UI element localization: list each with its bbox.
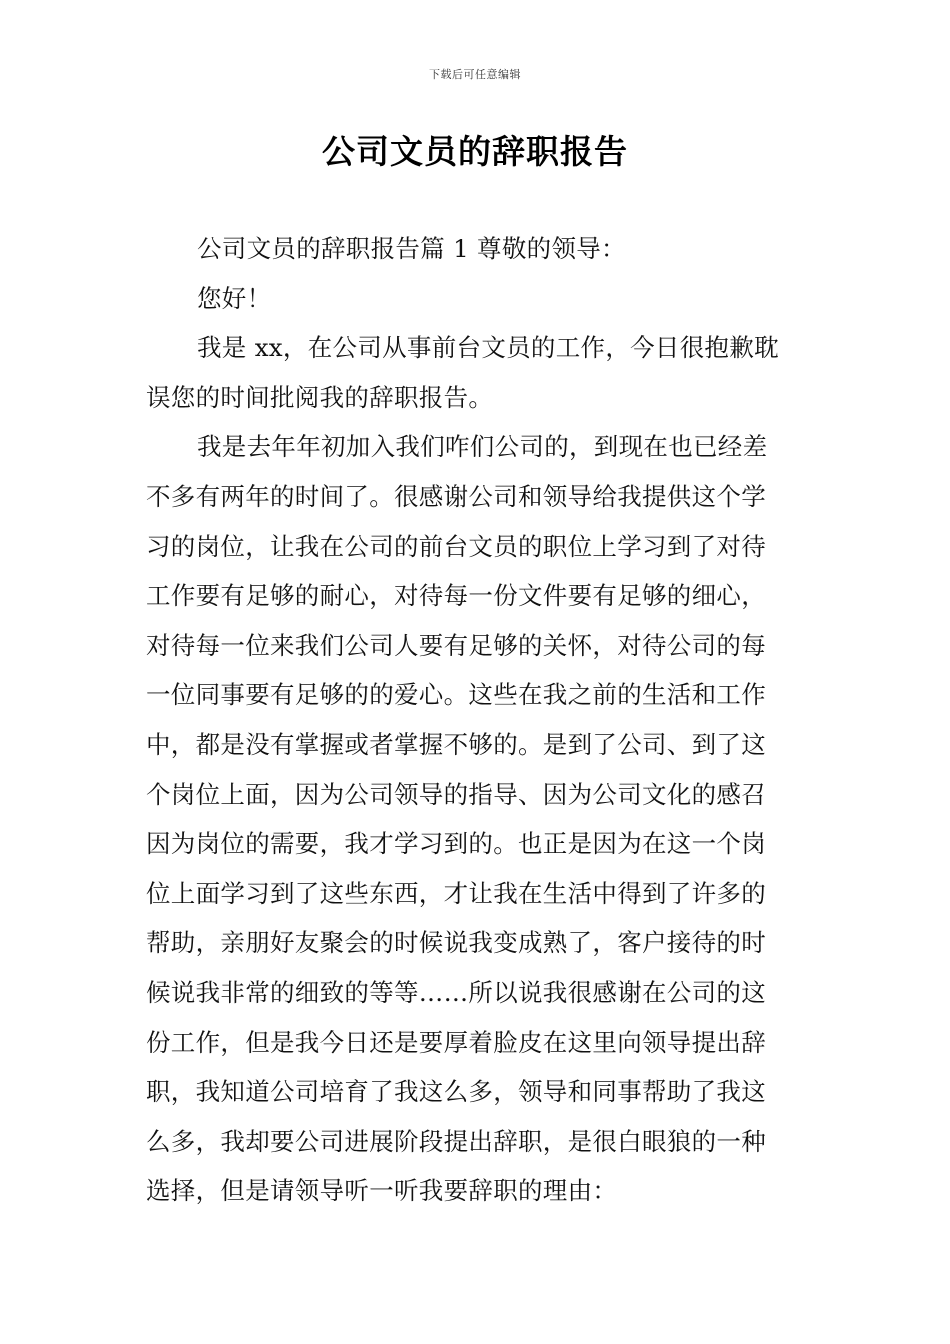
body-line: 候说我非常的细致的等等……所以说我很感谢在公司的这: [146, 977, 766, 1007]
body-line: 我是 xx，在公司从事前台文员的工作，今日很抱歉耽: [197, 333, 779, 363]
body-line: 职，我知道公司培育了我这么多，领导和同事帮助了我这: [146, 1077, 766, 1107]
body-line: 个岗位上面，因为公司领导的指导、因为公司文化的感召: [146, 779, 766, 809]
body-line: 我是去年年初加入我们咋们公司的，到现在也已经差: [197, 432, 768, 462]
body-line: 份工作，但是我今日还是要厚着脸皮在这里向领导提出辞: [146, 1027, 766, 1057]
body-line: 么多，我却要公司进展阶段提出辞职，是很白眼狼的一种: [146, 1126, 766, 1156]
body-line: 位上面学习到了这些东西，才让我在生活中得到了许多的: [146, 878, 766, 908]
body-line: 因为岗位的需要，我才学习到的。也正是因为在这一个岗: [146, 829, 766, 859]
body-line: 工作要有足够的耐心，对待每一份文件要有足够的细心，: [146, 581, 766, 611]
body-line: 选择，但是请领导听一听我要辞职的理由：: [146, 1176, 618, 1206]
body-line: 习的岗位，让我在公司的前台文员的职位上学习到了对待: [146, 531, 766, 561]
body-line: 误您的时间批阅我的辞职报告。: [146, 382, 494, 412]
header-note: 下载后可任意编辑: [429, 68, 521, 81]
body-line: 对待每一位来我们公司人要有足够的关怀，对待公司的每: [146, 630, 766, 660]
body-line: 不多有两年的时间了。很感谢公司和领导给我提供这个学: [146, 481, 766, 511]
body-line: 一位同事要有足够的的爱心。这些在我之前的生活和工作: [146, 680, 766, 710]
body-line: 帮助，亲朋好友聚会的时候说我变成熟了，客户接待的时: [146, 928, 766, 958]
document-body: [146, 227, 806, 1219]
body-line: 您好！: [197, 283, 272, 313]
body-line: 中，都是没有掌握或者掌握不够的。是到了公司、到了这: [146, 729, 766, 759]
document-title: 公司文员的辞职报告: [322, 132, 628, 171]
body-line: 公司文员的辞职报告篇 1 尊敬的领导：: [197, 234, 626, 263]
